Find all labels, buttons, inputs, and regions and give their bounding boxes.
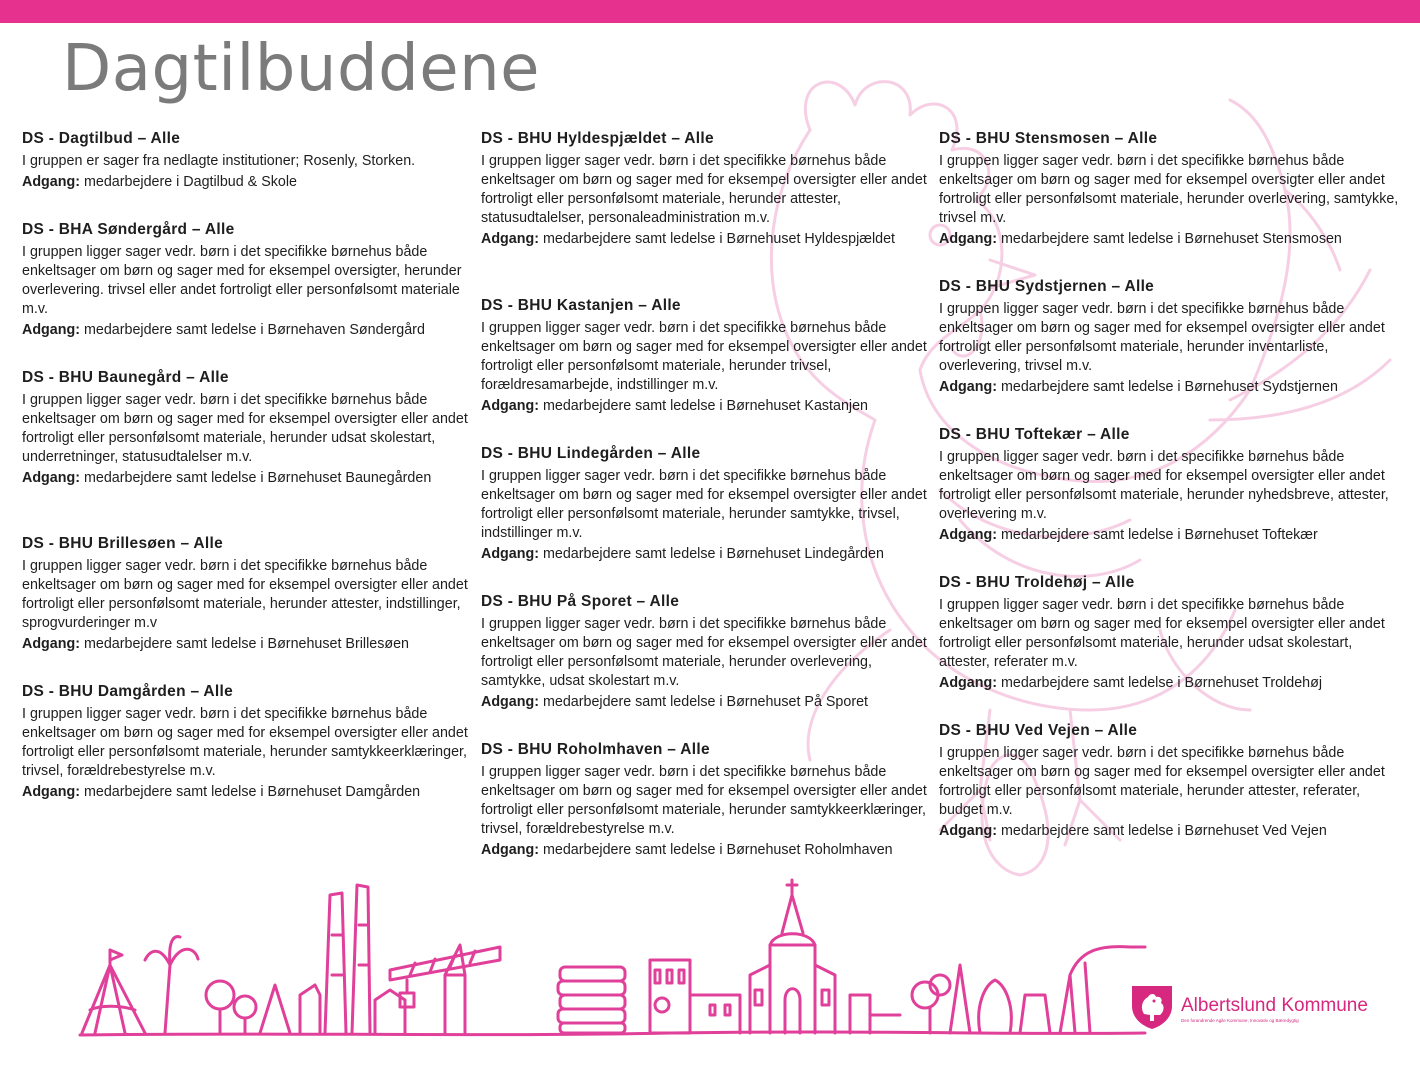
group-heading: DS - BHU Toftekær – Alle [939, 426, 1130, 443]
access-label: Adgang: [481, 842, 539, 858]
access-label: Adgang: [481, 231, 539, 247]
access-label: Adgang: [939, 823, 997, 839]
access-value: medarbejdere i Dagtilbud & Skole [83, 174, 297, 190]
access-label: Adgang: [22, 470, 80, 486]
access-value: medarbejdere samt ledelse i Børnehuset Sydstjernen [1000, 379, 1338, 395]
group-access [939, 230, 1399, 249]
albertslund-logo [1130, 984, 1368, 1034]
group-access [22, 321, 478, 340]
group-description: I gruppen ligger sager vedr. børn i det specifikke børnehus både enkeltsager om børn og sager med for eksempel oversigter eller andet fortroligt eller personfølsomt materiale, herunder attester, statusudtalelser, personaleadministration m.v. [481, 153, 927, 226]
access-value: medarbejdere samt ledelse i Børnehaven Søndergård [83, 322, 425, 338]
group-access [22, 173, 478, 192]
access-label: Adgang: [22, 322, 80, 338]
group-heading: DS - BHU Stensmosen – Alle [939, 130, 1158, 147]
group-access [22, 635, 478, 654]
group-description: I gruppen ligger sager vedr. børn i det specifikke børnehus både enkeltsager om børn og sager med for eksempel oversigter eller andet fortroligt eller personfølsomt materiale, herunder trivsel, forældresamarbejde, indstillinger m.v. [481, 320, 927, 393]
rooster-shield-icon [1130, 984, 1174, 1030]
access-label: Adgang: [939, 675, 997, 691]
group-access [481, 397, 937, 416]
group-description: I gruppen ligger sager vedr. børn i det specifikke børnehus både enkeltsager om børn og sager med for eksempel oversigter eller andet fortroligt eller personfølsomt materiale, herunder overlevering, samtykke, trivsel m.v. [939, 153, 1399, 226]
access-value: medarbejdere samt ledelse i Børnehuset Troldehøj [1000, 675, 1323, 691]
group-heading: DS - BHU Lindegården – Alle [481, 445, 701, 462]
group-access [939, 526, 1399, 545]
access-value: medarbejdere samt ledelse i Børnehuset Toftekær [1000, 527, 1318, 543]
access-value: medarbejdere samt ledelse i Børnehuset Damgården [83, 784, 421, 800]
access-value: medarbejdere samt ledelse i Børnehuset På Sporet [542, 694, 868, 710]
group-heading: DS - BHU Brillesøen – Alle [22, 535, 224, 552]
group-description: I gruppen ligger sager vedr. børn i det specifikke børnehus både enkeltsager om børn og sager med for eksempel oversigter eller andet fortroligt eller personfølsomt materiale, herunder overlevering, samtykke, udsat skolestart m.v. [481, 616, 927, 689]
access-label: Adgang: [481, 398, 539, 414]
group-description: I gruppen ligger sager vedr. børn i det specifikke børnehus både enkeltsager om børn og sager med for eksempel oversigter eller andet fortroligt eller personfølsomt materiale, herunder attester, indstillinger, sprogvurderinger m.v [22, 558, 468, 631]
access-value: medarbejdere samt ledelse i Børnehuset Brillesøen [83, 636, 409, 652]
group-description: I gruppen ligger sager vedr. børn i det specifikke børnehus både enkeltsager om børn og sager med for eksempel oversigter eller andet fortroligt eller personfølsomt materiale, herunder udsat skolestart, attester, referater m.v. [939, 597, 1385, 670]
group-entry [22, 369, 478, 488]
group-heading: DS - Dagtilbud – Alle [22, 130, 181, 147]
group-entry [481, 297, 937, 416]
group-entry [481, 130, 937, 249]
group-description: I gruppen ligger sager vedr. børn i det specifikke børnehus både enkeltsager om børn og sager med for eksempel oversigter eller andet fortroligt eller personfølsomt materiale, herunder samtykkeerklæringer, trivsel, forældrebestyrelse m.v. [22, 706, 468, 779]
group-heading: DS - BHU Baunegård – Alle [22, 369, 229, 386]
access-label: Adgang: [939, 379, 997, 395]
group-entry [22, 535, 478, 654]
group-description: I gruppen ligger sager vedr. børn i det specifikke børnehus både enkeltsager om børn og sager med for eksempel oversigter eller andet fortroligt eller personfølsomt materiale, herunder samtykkeerklæringer, trivsel, forældrebestyrelse m.v. [481, 764, 927, 837]
group-access [939, 378, 1399, 397]
group-heading: DS - BHU Kastanjen – Alle [481, 297, 681, 314]
access-label: Adgang: [22, 784, 80, 800]
group-access [481, 693, 937, 712]
group-heading: DS - BHU På Sporet – Alle [481, 593, 680, 610]
group-entry [939, 426, 1399, 545]
group-entry [481, 741, 937, 860]
group-description: I gruppen ligger sager vedr. børn i det specifikke børnehus både enkeltsager om børn og sager med for eksempel oversigter eller andet fortroligt eller personfølsomt materiale, herunder udsat skolestart, underretninger, statusudtalelser m.v. [22, 392, 468, 465]
access-value: medarbejdere samt ledelse i Børnehuset Lindegården [542, 546, 884, 562]
group-entry [481, 593, 937, 712]
group-description: I gruppen er sager fra nedlagte institutioner; Rosenly, Storken. [22, 153, 416, 169]
group-entry [22, 130, 478, 192]
group-access [939, 674, 1399, 693]
group-heading: DS - BHA Søndergård – Alle [22, 221, 235, 238]
access-value: medarbejdere samt ledelse i Børnehuset Stensmosen [1000, 231, 1342, 247]
group-description: I gruppen ligger sager vedr. børn i det specifikke børnehus både enkeltsager om børn og sager med for eksempel oversigter eller andet fortroligt eller personfølsomt materiale, herunder nyhedsbreve, attester, overlevering m.v. [939, 449, 1389, 522]
access-value: medarbejdere samt ledelse i Børnehuset Roholmhaven [542, 842, 893, 858]
city-skyline-illustration [70, 875, 1160, 1055]
access-label: Adgang: [22, 636, 80, 652]
page-title: Dagtilbuddene [62, 32, 541, 106]
access-value: medarbejdere samt ledelse i Børnehuset Ved Vejen [1000, 823, 1327, 839]
group-heading: DS - BHU Roholmhaven – Alle [481, 741, 710, 758]
group-description: I gruppen ligger sager vedr. børn i det specifikke børnehus både enkeltsager om børn og sager med for eksempel oversigter eller andet fortroligt eller personfølsomt materiale, herunder attester, referater, budget m.v. [939, 745, 1385, 818]
group-heading: DS - BHU Ved Vejen – Alle [939, 722, 1138, 739]
group-heading: DS - BHU Damgården – Alle [22, 683, 234, 700]
access-label: Adgang: [939, 231, 997, 247]
access-value: medarbejdere samt ledelse i Børnehuset Hyldespjældet [542, 231, 896, 247]
group-entry [939, 278, 1399, 397]
group-description: I gruppen ligger sager vedr. børn i det specifikke børnehus både enkeltsager om børn og sager med for eksempel oversigter eller andet fortroligt eller personfølsomt materiale, herunder samtykke, trivsel, indstillinger m.v. [481, 468, 927, 541]
access-value: medarbejdere samt ledelse i Børnehuset Baunegården [83, 470, 432, 486]
access-label: Adgang: [481, 694, 539, 710]
top-accent-bar [0, 0, 1420, 23]
access-label: Adgang: [481, 546, 539, 562]
group-entry [939, 574, 1399, 693]
group-heading: DS - BHU Sydstjernen – Alle [939, 278, 1155, 295]
group-description: I gruppen ligger sager vedr. børn i det specifikke børnehus både enkeltsager om børn og sager med for eksempel oversigter, herunder overlevering. trivsel eller andet fortroligt eller personfølsomt materiale m.v. [22, 244, 462, 317]
access-label: Adgang: [939, 527, 997, 543]
group-heading: DS - BHU Troldehøj – Alle [939, 574, 1135, 591]
group-access [22, 783, 478, 802]
logo-tagline: Den forandrende Agile Kommune, Innovativ og Bæredygtig [1181, 1018, 1299, 1023]
group-access [481, 545, 937, 564]
group-access [481, 841, 937, 860]
group-entry [939, 130, 1399, 249]
group-access [939, 822, 1399, 841]
group-description: I gruppen ligger sager vedr. børn i det specifikke børnehus både enkeltsager om børn og sager med for eksempel oversigter eller andet fortroligt eller personfølsomt materiale, herunder inventarliste, overlevering, trivsel m.v. [939, 301, 1385, 374]
group-entry [939, 722, 1399, 841]
group-entry [22, 221, 478, 340]
access-label: Adgang: [22, 174, 80, 190]
access-value: medarbejdere samt ledelse i Børnehuset Kastanjen [542, 398, 869, 414]
group-access [22, 469, 478, 488]
group-entry [481, 445, 937, 564]
group-entry [22, 683, 478, 802]
group-access [481, 230, 937, 249]
logo-name: Albertslund Kommune [1181, 995, 1368, 1016]
group-heading: DS - BHU Hyldespjældet – Alle [481, 130, 714, 147]
